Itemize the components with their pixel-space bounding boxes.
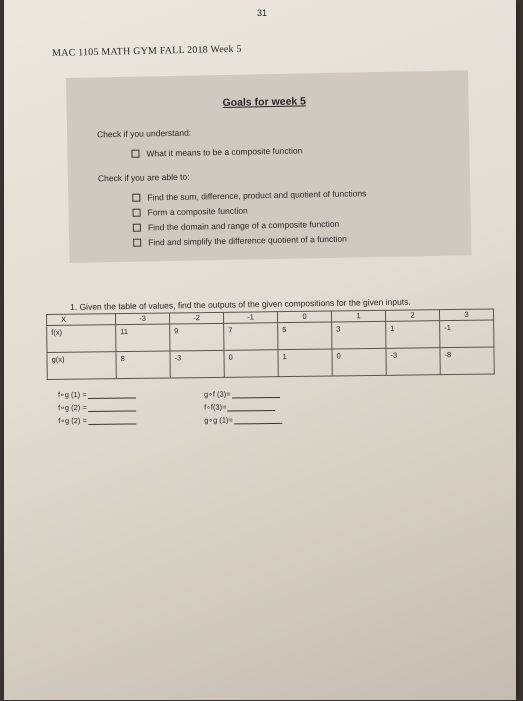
- table-cell: -1: [440, 320, 494, 348]
- table-cell: 11: [116, 324, 170, 352]
- goals-title: Goals for week 5: [222, 95, 307, 109]
- composition-item: [58, 389, 136, 399]
- composition-item: [58, 402, 136, 412]
- table-cell: 8: [116, 351, 170, 379]
- composition-item: [204, 402, 276, 412]
- table-cell: -3: [116, 313, 170, 325]
- composition-text: g∘f (3)=: [203, 389, 231, 399]
- table-cell: 1: [331, 310, 385, 322]
- able-item-text: Find the sum, difference, product and quotient of functions: [147, 188, 367, 203]
- answer-blank[interactable]: [88, 410, 136, 412]
- table-cell: -3: [386, 348, 440, 376]
- question-1: 1. Given the table of values, find the outputs of the given compositions for the given inputs.: [70, 296, 411, 312]
- worksheet-page: [4, 0, 516, 700]
- able-item-text: Find the domain and range of a composite function: [147, 218, 340, 233]
- composition-text: g∘g (1)=: [204, 415, 233, 425]
- page-number: 31: [257, 8, 268, 18]
- table-cell: -8: [440, 347, 494, 375]
- row-label: g(x): [47, 352, 116, 380]
- understand-item-text: What it means to be a composite function: [146, 145, 303, 159]
- composition-item: [204, 415, 282, 425]
- able-item-text: Form a composite function: [147, 205, 248, 218]
- table-cell: 5: [278, 322, 332, 350]
- composition-item: [204, 389, 280, 399]
- able-item-text: Find and simplify the difference quotient of a function: [148, 233, 348, 248]
- able-label: Check if you are able to:: [97, 171, 190, 184]
- table-cell: -2: [169, 312, 223, 324]
- table-cell: -3: [170, 350, 224, 378]
- answer-blank[interactable]: [234, 423, 282, 425]
- answer-blank[interactable]: [88, 423, 136, 425]
- table-cell: 3: [332, 321, 386, 349]
- composition-text: f∘g (2) =: [58, 402, 87, 413]
- table-cell: 1: [278, 349, 332, 377]
- table-cell: 0: [277, 311, 331, 323]
- worksheet-header: MAC 1105 MATH GYM FALL 2018 Week 5: [52, 43, 242, 59]
- table-cell: -1: [223, 312, 277, 324]
- answer-blank[interactable]: [232, 397, 280, 399]
- understand-label: Check if you understand:: [96, 127, 192, 140]
- answer-blank[interactable]: [88, 397, 136, 399]
- table-cell: 7: [224, 323, 278, 351]
- table-cell: 1: [386, 321, 440, 349]
- table-cell: 2: [385, 310, 439, 322]
- composition-text: f∘g (2) =: [58, 415, 87, 426]
- table-cell: 0: [224, 350, 278, 378]
- composition-item: [58, 415, 136, 425]
- table-cell: 0: [332, 348, 386, 376]
- composition-text: f∘g (1) =: [57, 389, 87, 400]
- row-label: f(x): [47, 325, 116, 353]
- table-cell: 3: [439, 309, 493, 321]
- answer-blank[interactable]: [228, 410, 276, 412]
- table-cell: 9: [170, 323, 224, 351]
- composition-text: f∘f(3)=: [204, 402, 227, 412]
- row-label: X: [47, 314, 116, 326]
